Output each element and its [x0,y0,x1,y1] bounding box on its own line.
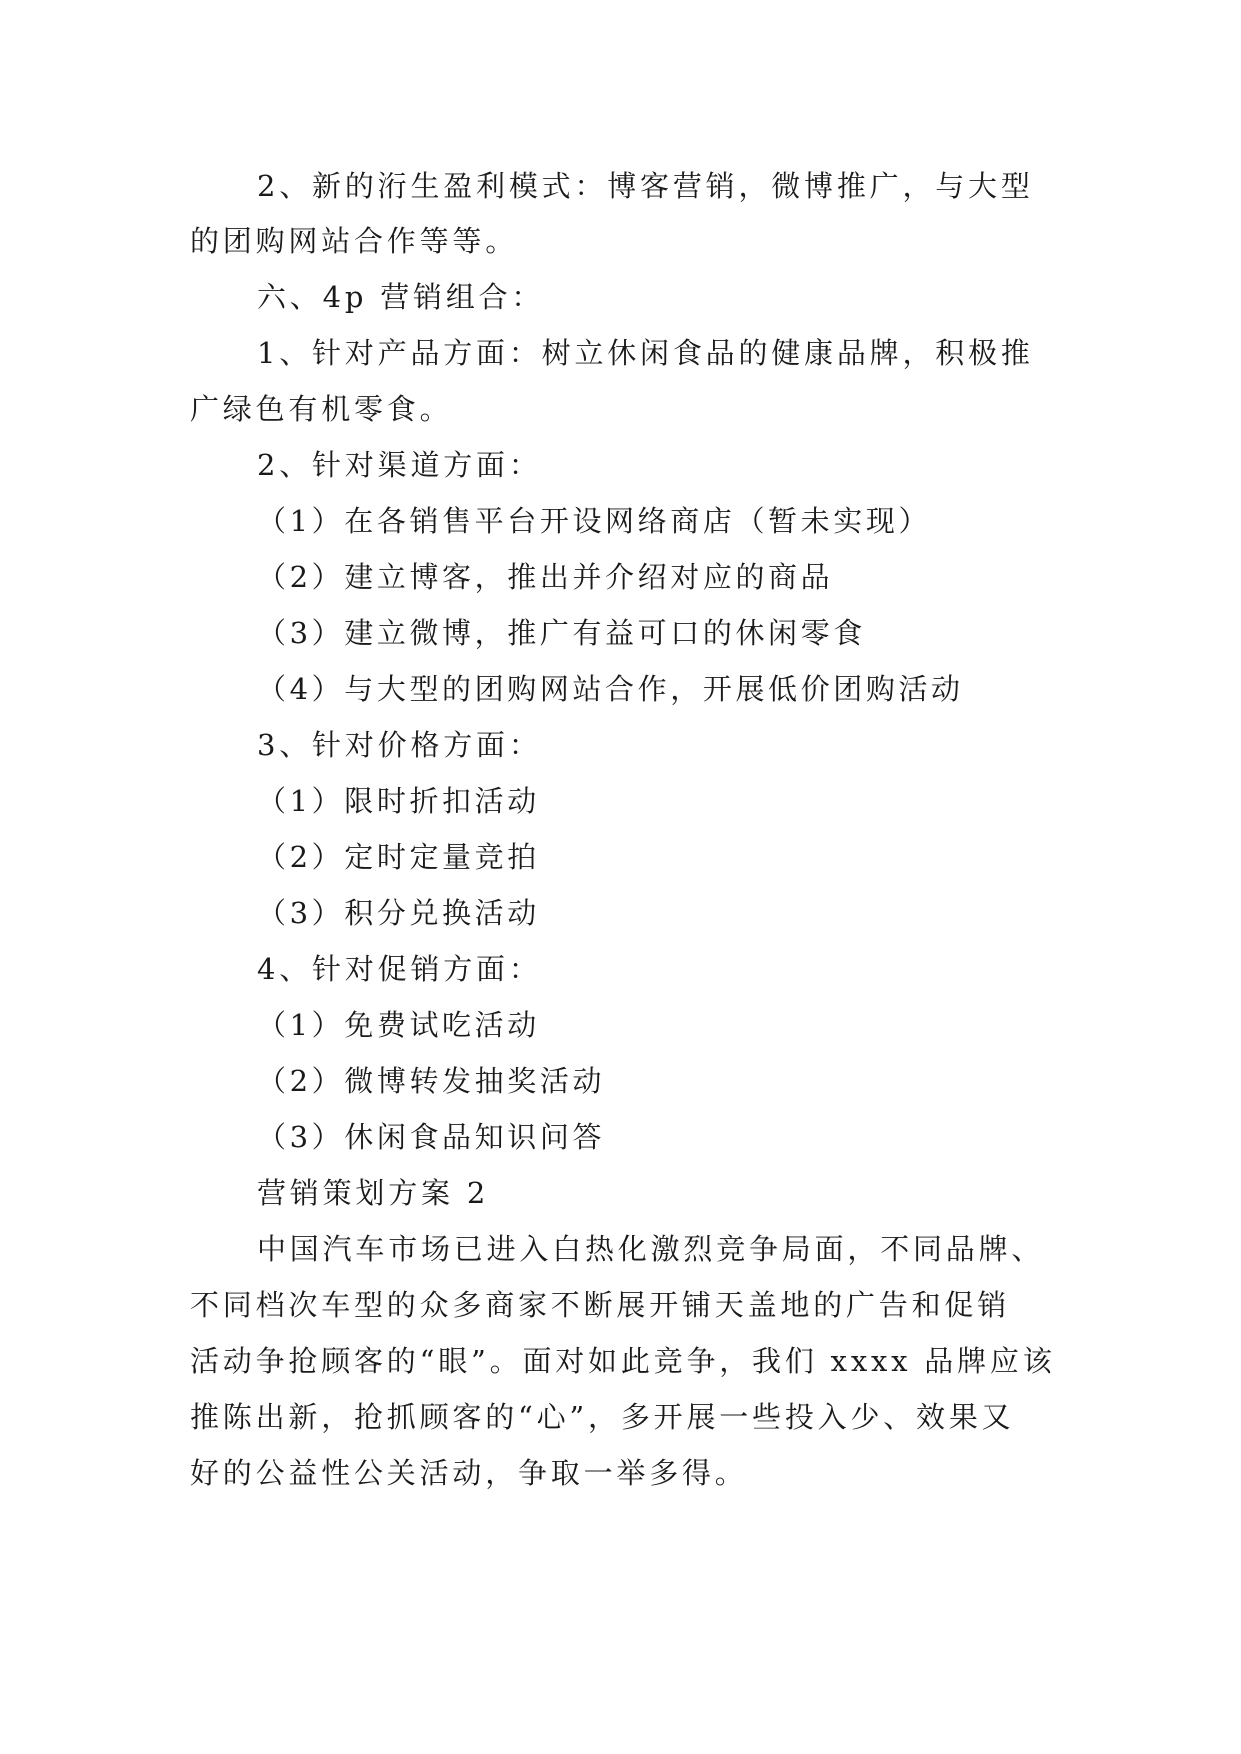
para-price-heading: 3、针对价格方面： [257,728,542,762]
list-item: （3）积分兑换活动 [257,896,540,930]
para-channel-heading: 2、针对渠道方面： [257,448,542,482]
list-item: （1）在各销售平台开设网络商店（暂未实现） [257,504,932,538]
para-promotion-heading: 4、针对促销方面： [257,952,542,986]
list-item: （2）微博转发抽奖活动 [257,1064,606,1098]
list-item: （4）与大型的团购网站合作，开展低价团购活动 [257,672,964,706]
para-auto-market-line-4: 推陈出新，抢抓顾客的“心”，多开展一些投入少、效果又 [190,1400,1015,1434]
section-title-plan-2: 营销策划方案 2 [257,1176,490,1210]
list-item: （2）定时定量竞拍 [257,840,540,874]
para-auto-market-line-2: 不同档次车型的众多商家不断展开铺天盖地的广告和促销 [190,1288,1011,1322]
para-auto-market-line-3: 活动争抢顾客的“眼”。面对如此竞争，我们 xxxx 品牌应该 [190,1344,1056,1378]
list-item: （2）建立博客，推出并介绍对应的商品 [257,560,834,594]
para-1-line-2: 的团购网站合作等等。 [190,224,519,258]
list-item: （1）限时折扣活动 [257,784,540,818]
para-product-line-2: 广绿色有机零食。 [190,392,453,426]
para-product-line-1: 1、针对产品方面：树立休闲食品的健康品牌，积极推 [257,336,1034,370]
list-item: （3）休闲食品知识问答 [257,1120,606,1154]
para-auto-market-line-1: 中国汽车市场已进入白热化激烈竞争局面，不同品牌、 [257,1232,1045,1266]
section-heading-4p: 六、4p 营销组合： [257,280,545,314]
para-auto-market-line-5: 好的公益性公关活动，争取一举多得。 [190,1456,748,1490]
list-item: （3）建立微博，推广有益可口的休闲零食 [257,616,866,650]
para-1-line-1: 2、新的洐生盈利模式：博客营销，微博推广，与大型 [257,169,1034,203]
list-item: （1）免费试吃活动 [257,1008,540,1042]
